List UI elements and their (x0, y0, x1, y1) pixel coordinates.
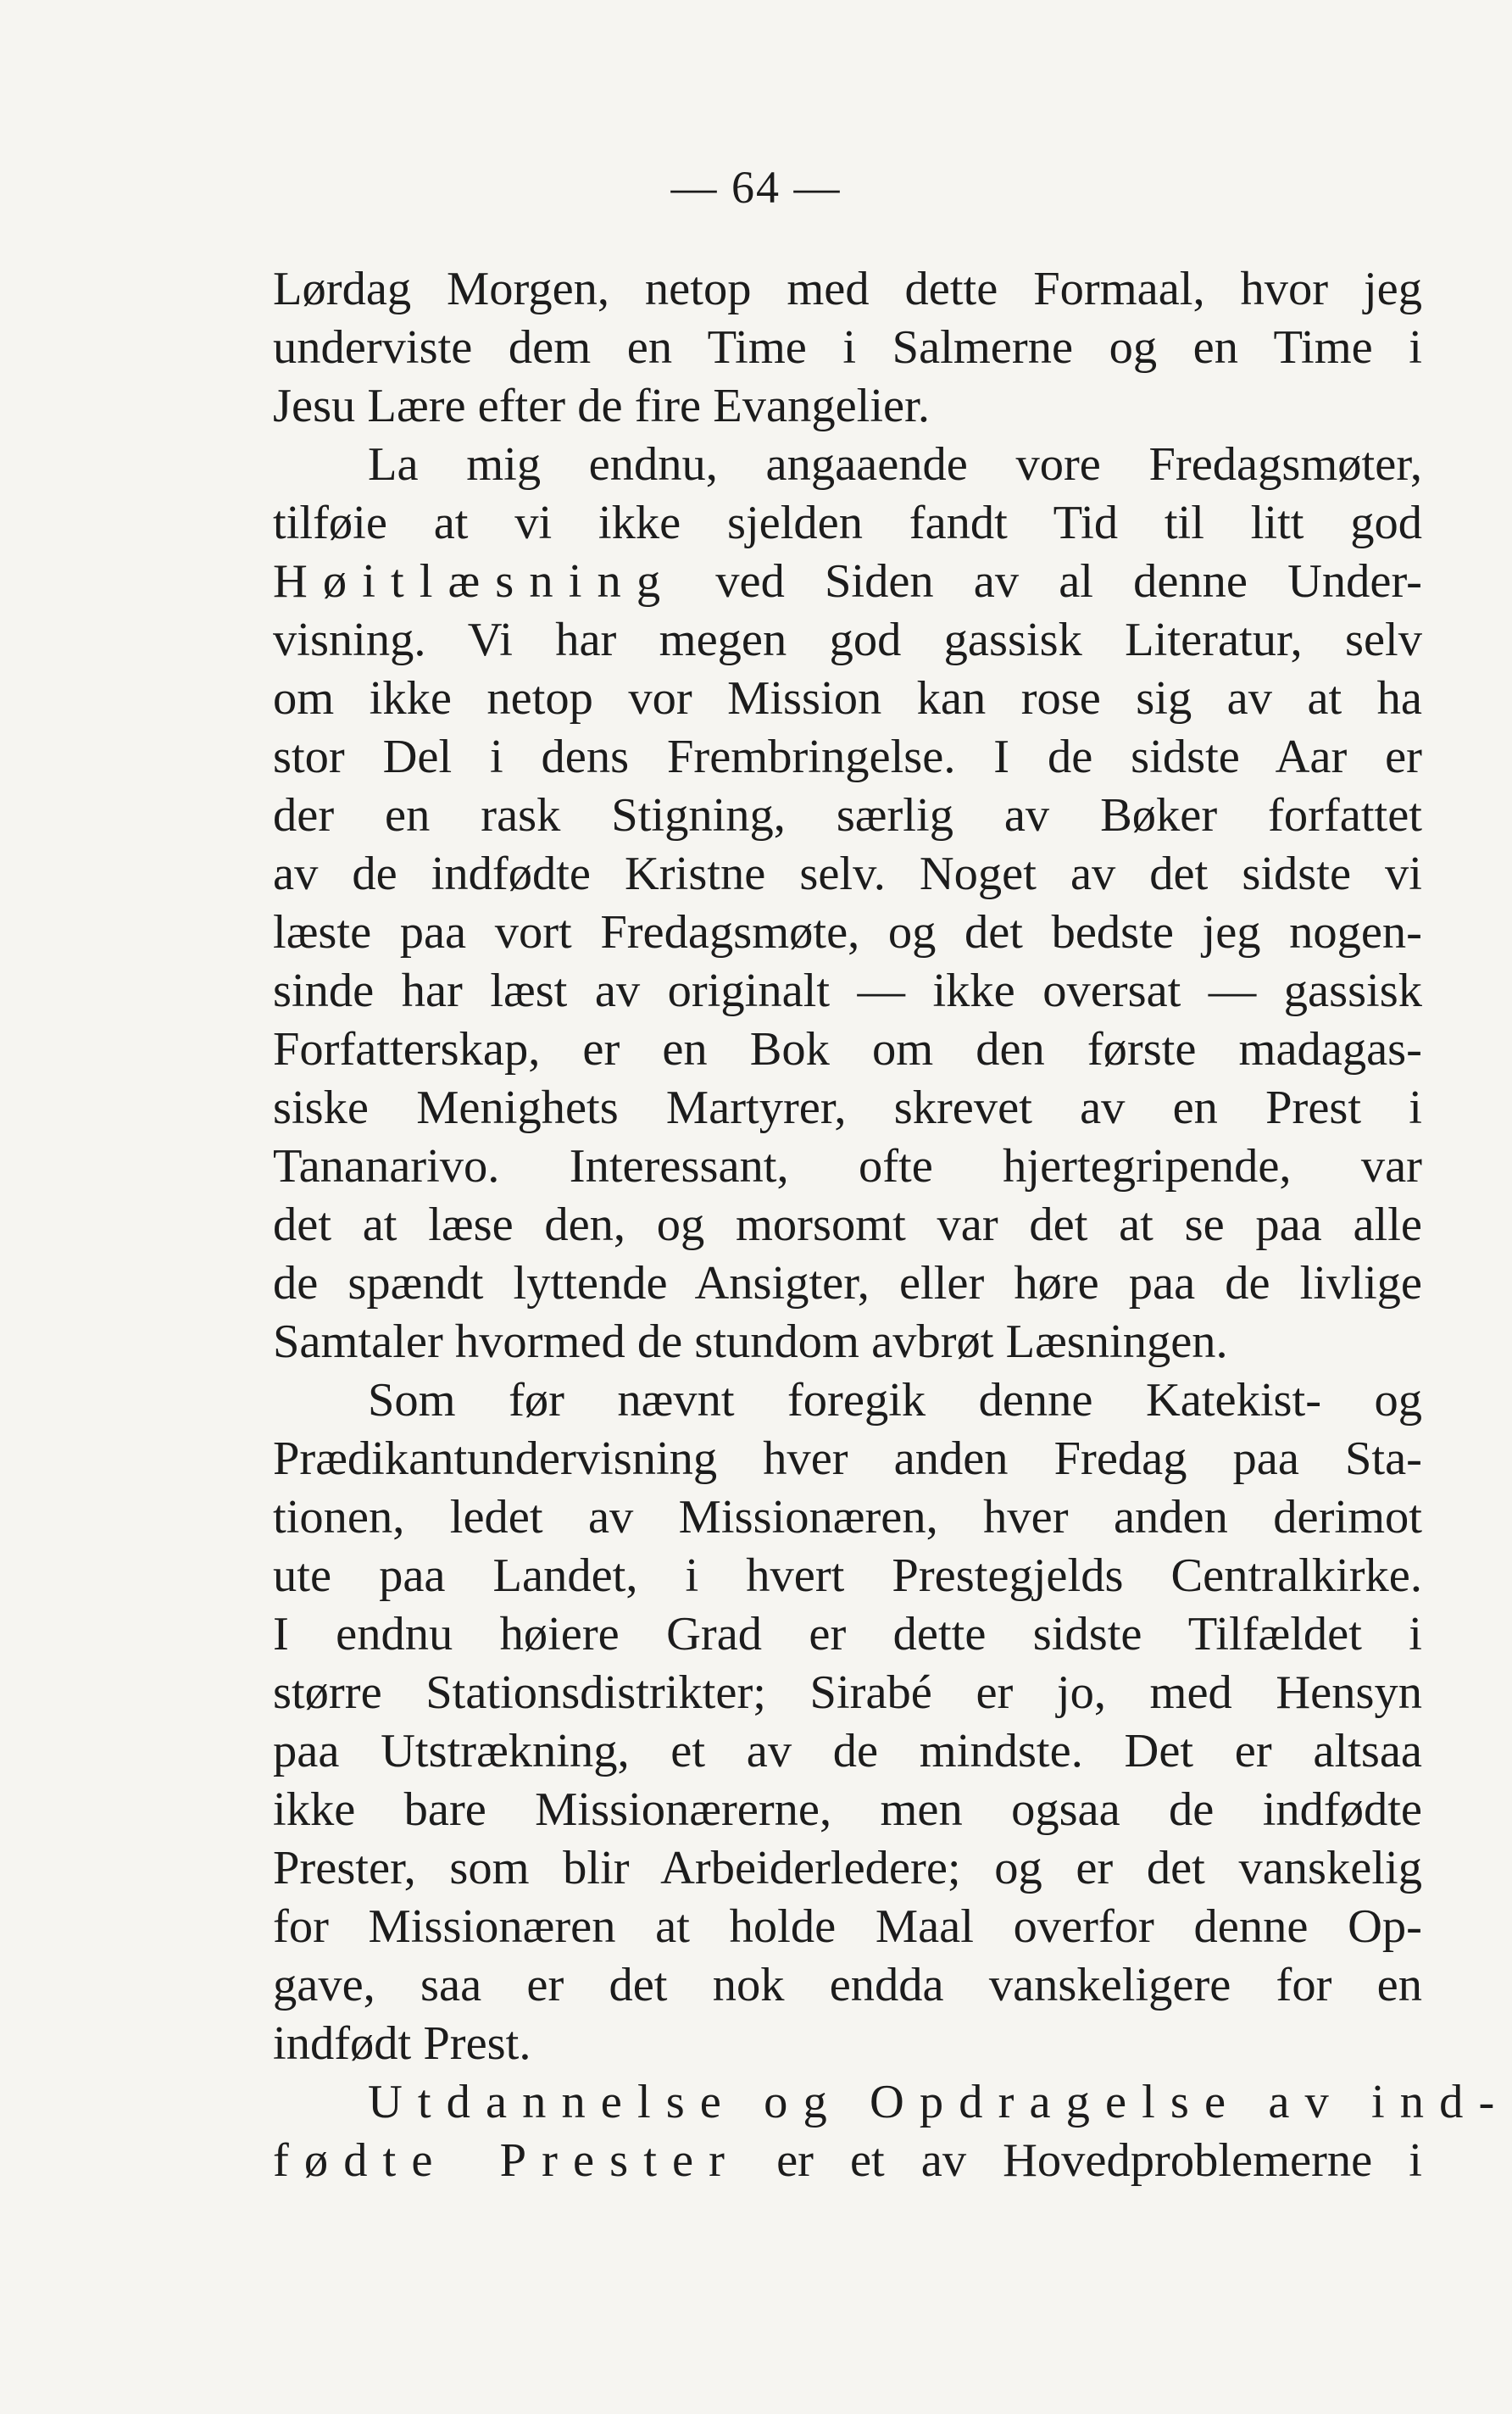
text-line: Prædikantundervisning hver anden Fredag paa Sta- (273, 1432, 1422, 1485)
text-line: det at læse den, og morsomt var det at se paa alle (273, 1199, 1422, 1251)
text-line: underviste dem en Time i Salmerne og en Time i (273, 321, 1422, 374)
page-number: — 64 — (670, 162, 842, 213)
text-line: de spændt lyttende Ansigter, eller høre paa de livlige (273, 1257, 1422, 1310)
body-text (273, 260, 1510, 2190)
text-line: gave, saa er det nok endda vanskeligere for en (273, 1959, 1422, 2011)
text-line: visning. Vi har megen god gassisk Literatur, selv (273, 614, 1422, 666)
text-line: fødte Prester er et av Hovedproblemerne i (273, 2134, 1422, 2187)
text-line: der en rask Stigning, særlig av Bøker forfattet (273, 789, 1422, 842)
text-line: La mig endnu, angaaende vore Fredagsmøter, (368, 438, 1422, 491)
text-line: Forfatterskap, er en Bok om den første madagas- (273, 1023, 1422, 1076)
text-line: siske Menighets Martyrer, skrevet av en Prest i (273, 1082, 1422, 1134)
text-line: sinde har læst av originalt — ikke oversat — gassisk (273, 965, 1422, 1017)
text-line: tilføie at vi ikke sjelden fandt Tid til litt god (273, 497, 1422, 549)
text-line: læste paa vort Fredagsmøte, og det bedste jeg nogen- (273, 906, 1422, 959)
text-line: paa Utstrækning, et av de mindste. Det er altsaa (273, 1725, 1422, 1777)
text-line: Som før nævnt foregik denne Katekist- og (368, 1374, 1422, 1427)
text-line: tionen, ledet av Missionæren, hver anden derimot (273, 1491, 1422, 1544)
text-line: Tananarivo. Interessant, ofte hjertegripende, var (273, 1140, 1422, 1193)
text-line: Høitlæsning ved Siden av al denne Under- (273, 555, 1422, 608)
text-line: I endnu høiere Grad er dette sidste Tilfældet i (273, 1608, 1422, 1660)
text-line: Jesu Lære efter de fire Evangelier. (273, 380, 930, 432)
text-line: av de indfødte Kristne selv. Noget av det sidste vi (273, 848, 1422, 900)
text-line: Samtaler hvormed de stundom avbrøt Læsningen. (273, 1315, 1228, 1368)
text-line: Lørdag Morgen, netop med dette Formaal, hvor jeg (273, 263, 1422, 315)
text-line: om ikke netop vor Mission kan rose sig av at ha (273, 672, 1422, 725)
text-line: Prester, som blir Arbeiderledere; og er det vanskelig (273, 1842, 1422, 1894)
text-line: ikke bare Missionærerne, men ogsaa de indfødte (273, 1783, 1422, 1836)
text-line: stor Del i dens Frembringelse. I de sidste Aar er (273, 731, 1422, 783)
text-line: for Missionæren at holde Maal overfor denne Op- (273, 1900, 1422, 1953)
text-line: ute paa Landet, i hvert Prestegjelds Centralkirke. (273, 1549, 1422, 1602)
text-line: indfødt Prest. (273, 2017, 531, 2070)
text-line: Utdannelse og Opdragelse av ind- (368, 2076, 1510, 2128)
text-line: større Stationsdistrikter; Sirabé er jo, med Hensyn (273, 1666, 1422, 1719)
